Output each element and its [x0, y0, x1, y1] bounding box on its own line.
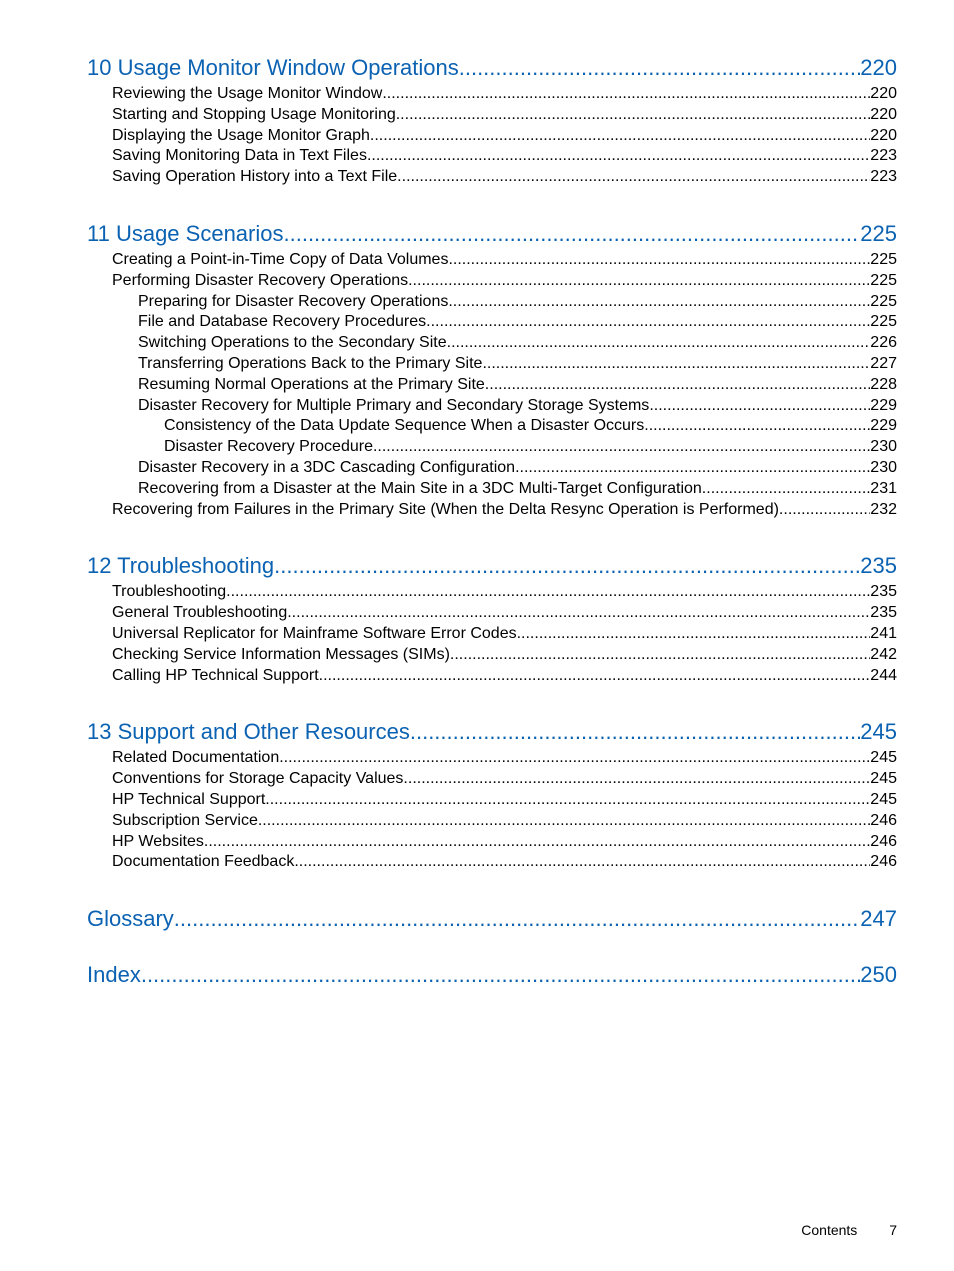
- toc-subentry[interactable]: [87, 396, 897, 417]
- chapter-11: [87, 218, 897, 520]
- dot-leader: [447, 333, 871, 354]
- dot-leader: [515, 458, 870, 479]
- toc-entry[interactable]: [87, 748, 897, 769]
- dot-leader: [397, 167, 870, 188]
- chapter-13: [87, 716, 897, 873]
- dot-leader: [450, 645, 870, 666]
- chapter-title: 12 Troubleshooting: [87, 553, 275, 579]
- dot-leader: [319, 666, 871, 687]
- entry-title: Calling HP Technical Support: [112, 666, 319, 684]
- page-number: 220: [870, 105, 897, 123]
- toc-entry[interactable]: [87, 582, 897, 603]
- dot-leader: [408, 271, 870, 292]
- dot-leader: [702, 479, 871, 500]
- page-number: 225: [870, 250, 897, 268]
- chapter-12-heading-link[interactable]: [87, 550, 897, 582]
- toc-entry[interactable]: [87, 500, 897, 521]
- dot-leader: [649, 396, 870, 417]
- dot-leader: [426, 312, 870, 333]
- toc-entry[interactable]: [87, 126, 897, 147]
- page-number: 225: [870, 292, 897, 310]
- toc-entry[interactable]: [87, 769, 897, 790]
- toc-entry[interactable]: [87, 146, 897, 167]
- page-footer: [801, 1222, 897, 1238]
- page-number: 228: [870, 375, 897, 393]
- dot-leader: [482, 354, 870, 375]
- page-number: 235: [860, 553, 897, 579]
- dot-leader: [410, 716, 860, 748]
- entry-title: Transferring Operations Back to the Primary Site: [138, 354, 483, 372]
- glossary-title: Glossary: [87, 906, 174, 932]
- entry-title: Troubleshooting: [112, 583, 227, 601]
- dot-leader: [226, 582, 870, 603]
- chapter-11-heading-link[interactable]: [87, 218, 897, 250]
- page-number: 225: [860, 220, 897, 246]
- dot-leader: [370, 126, 870, 147]
- dot-leader: [141, 959, 860, 991]
- toc-entry[interactable]: [87, 84, 897, 105]
- page-number: 242: [870, 645, 897, 663]
- page-number: 220: [870, 85, 897, 102]
- page-number: 246: [870, 832, 897, 850]
- dot-leader: [258, 811, 870, 832]
- table-of-contents: [87, 52, 897, 991]
- chapter-10: [87, 52, 897, 188]
- toc-entry[interactable]: [87, 167, 897, 188]
- dot-leader: [274, 550, 860, 582]
- page-number: 230: [870, 438, 897, 456]
- entry-title: HP Technical Support: [112, 790, 266, 808]
- entry-title: Consistency of the Data Update Sequence When a Disaster Occurs: [164, 417, 645, 435]
- toc-entry[interactable]: [87, 666, 897, 687]
- page-number: 232: [870, 500, 897, 518]
- dot-leader: [517, 624, 871, 645]
- page-number: 225: [870, 271, 897, 289]
- dot-leader: [644, 416, 870, 437]
- dot-leader: [382, 84, 870, 105]
- entry-title: Creating a Point-in-Time Copy of Data Volumes: [112, 250, 449, 268]
- page-number: 231: [870, 479, 897, 497]
- entry-title: Documentation Feedback: [112, 853, 295, 871]
- toc-subentry[interactable]: [87, 458, 897, 479]
- dot-leader: [287, 603, 870, 624]
- page-number: 246: [870, 811, 897, 829]
- page-number: 245: [870, 790, 897, 808]
- page-number: 220: [860, 55, 897, 80]
- dot-leader: [294, 852, 870, 873]
- dot-leader: [373, 437, 870, 458]
- dot-leader: [448, 292, 870, 313]
- chapter-10-heading-link[interactable]: [87, 52, 897, 84]
- page-number: 229: [870, 417, 897, 435]
- toc-entry[interactable]: [87, 603, 897, 624]
- page-number: 223: [870, 168, 897, 186]
- entry-title: Reviewing the Usage Monitor Window: [112, 85, 383, 102]
- page-number: 241: [870, 624, 897, 642]
- page-number: 245: [870, 749, 897, 767]
- page-number: 235: [870, 604, 897, 622]
- footer-label: Contents: [801, 1222, 858, 1238]
- page-number: 223: [870, 147, 897, 165]
- dot-leader: [284, 218, 861, 250]
- toc-entry[interactable]: [87, 811, 897, 832]
- glossary-link[interactable]: [87, 903, 897, 935]
- toc-entry[interactable]: [87, 852, 897, 873]
- entry-title: General Troubleshooting: [112, 604, 288, 622]
- dot-leader: [396, 105, 871, 126]
- entry-title: Checking Service Information Messages (SIMs): [112, 645, 450, 663]
- page-number: 235: [870, 583, 897, 601]
- toc-subentry[interactable]: [87, 292, 897, 313]
- page-number: 245: [860, 719, 897, 745]
- page-number: 244: [870, 666, 897, 684]
- toc-entry[interactable]: [87, 250, 897, 271]
- dot-leader: [367, 146, 870, 167]
- page-number: 246: [870, 853, 897, 871]
- entry-title: File and Database Recovery Procedures: [138, 313, 427, 331]
- entry-title: Recovering from a Disaster at the Main Site in a 3DC Multi-Target Configuration: [138, 479, 702, 497]
- dot-leader: [448, 250, 870, 271]
- page-number: 220: [870, 126, 897, 144]
- chapter-title: 13 Support and Other Resources: [87, 719, 410, 745]
- toc-subentry[interactable]: [87, 479, 897, 500]
- entry-title: Recovering from Failures in the Primary Site (When the Delta Resync Operation is Performed): [112, 500, 779, 518]
- chapter-title: 10 Usage Monitor Window Operations: [87, 55, 459, 80]
- dot-leader: [279, 748, 870, 769]
- dot-leader: [265, 790, 870, 811]
- page-number: 225: [870, 313, 897, 331]
- toc-subsubentry[interactable]: [87, 416, 897, 437]
- dot-leader: [459, 52, 861, 84]
- chapter-12: [87, 550, 897, 686]
- dot-leader: [403, 769, 870, 790]
- toc-subsubentry[interactable]: [87, 437, 897, 458]
- entry-title: Disaster Recovery Procedure: [164, 438, 373, 456]
- entry-title: Saving Operation History into a Text File: [112, 168, 398, 186]
- toc-entry[interactable]: [87, 271, 897, 292]
- entry-title: Conventions for Storage Capacity Values: [112, 770, 404, 788]
- entry-title: Subscription Service: [112, 811, 258, 829]
- page-number: 229: [870, 396, 897, 414]
- index-title: Index: [87, 962, 141, 988]
- dot-leader: [174, 903, 860, 935]
- dot-leader: [485, 375, 871, 396]
- entry-title: Disaster Recovery for Multiple Primary and Secondary Storage Systems: [138, 396, 650, 414]
- entry-title: Resuming Normal Operations at the Primary Site: [138, 375, 485, 393]
- page-number: 245: [870, 770, 897, 788]
- toc-subentry[interactable]: [87, 354, 897, 375]
- chapter-13-heading-link[interactable]: [87, 716, 897, 748]
- page-number: 230: [870, 458, 897, 476]
- chapter-title: 11 Usage Scenarios: [87, 220, 284, 246]
- entry-title: HP Websites: [112, 832, 204, 850]
- footer-page-number: 7: [889, 1222, 897, 1238]
- toc-entry[interactable]: [87, 105, 897, 126]
- entry-title: Starting and Stopping Usage Monitoring: [112, 105, 396, 123]
- toc-entry[interactable]: [87, 645, 897, 666]
- toc-subentry[interactable]: [87, 312, 897, 333]
- page-number: 226: [870, 334, 897, 352]
- entry-title: Performing Disaster Recovery Operations: [112, 271, 409, 289]
- toc-subentry[interactable]: [87, 333, 897, 354]
- entry-title: Displaying the Usage Monitor Graph: [112, 126, 370, 144]
- entry-title: Preparing for Disaster Recovery Operations: [138, 292, 449, 310]
- entry-title: Universal Replicator for Mainframe Software Error Codes: [112, 624, 517, 642]
- page-number: 247: [860, 906, 897, 932]
- toc-subentry[interactable]: [87, 375, 897, 396]
- entry-title: Saving Monitoring Data in Text Files: [112, 147, 367, 165]
- entry-title: Switching Operations to the Secondary Site: [138, 334, 447, 352]
- toc-entry[interactable]: [87, 790, 897, 811]
- page-number: 250: [860, 962, 897, 988]
- toc-entry[interactable]: [87, 832, 897, 853]
- entry-title: Related Documentation: [112, 749, 280, 767]
- toc-entry[interactable]: [87, 624, 897, 645]
- entry-title: Disaster Recovery in a 3DC Cascading Configuration: [138, 458, 516, 476]
- dot-leader: [779, 500, 870, 521]
- index-link[interactable]: [87, 959, 897, 991]
- dot-leader: [204, 832, 870, 853]
- page-number: 227: [870, 354, 897, 372]
